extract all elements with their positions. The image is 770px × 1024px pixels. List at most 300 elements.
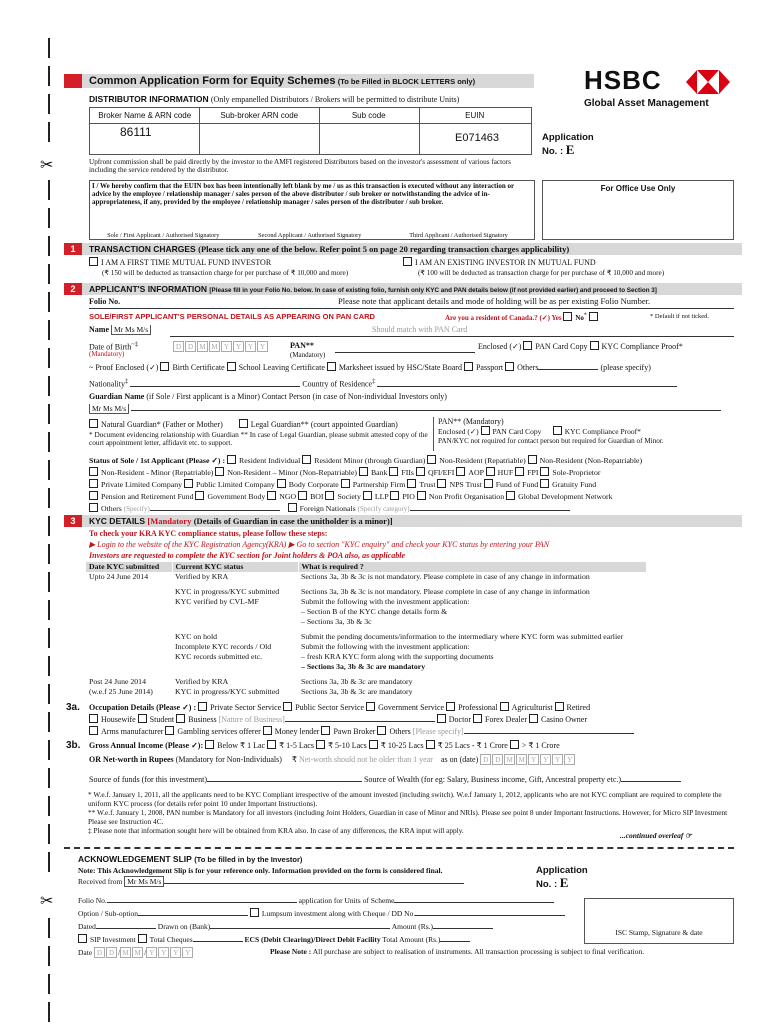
status-checkbox[interactable] [325,491,334,500]
cheque-input[interactable] [415,915,565,916]
scissors-icon: ✂ [40,157,54,174]
as-on-box[interactable]: D [492,754,503,765]
kyc-cell [86,607,172,617]
cut-line [64,847,734,849]
name-placeholder: Should match with PAN Card [372,325,468,334]
as-on-box[interactable]: Y [552,754,563,765]
dob-box[interactable]: Y [257,341,268,352]
kyc-cell: – Section B of the KYC change details form & [301,607,448,616]
application-label: Application [542,132,594,143]
first-time-checkbox[interactable] [89,257,98,266]
kyc-cell: Sections 3a, 3b & 3c are mandatory [301,687,413,696]
col-subcode: Sub code [351,111,386,120]
marksheet-label: Marksheet issued by HSC/State Board [338,363,462,372]
status-checkbox[interactable] [298,491,307,500]
status-option: BOI [310,492,324,501]
euin-input[interactable]: E071463 [455,132,500,144]
status-option: FIIs [401,468,414,477]
guardian-enclosed: Enclosed (✓) [438,427,479,437]
birth-cert-label: Birth Certificate [172,363,225,372]
hand-icon: ☞ [685,831,692,840]
pan-enclosed-label: Enclosed (✓) [478,342,522,351]
dated-input[interactable] [96,928,156,929]
proof-label: ~ Proof Enclosed (✓) [89,363,159,372]
kyc-proof-label: KYC Compliance Proof* [601,342,683,351]
status-checkbox[interactable] [484,479,493,488]
declaration-text: I / We hereby confirm that the EUIN box has been intentionally left blank by me / us as this transaction is executed without any interaction or advice by the employee / relationship manager / sales person of the above distributor / sub broker or notwithstanding the advice of in-appropriateness, if any, provided by the employee / relationship manager / sales person of the distributor / sub broker. [92,182,514,207]
kyc-cell [172,662,298,672]
as-on-box[interactable]: Y [564,754,575,765]
kyc-cell: KYC records submitted etc. [175,652,263,661]
status-option: FPI [527,468,539,477]
country-input[interactable] [377,386,677,387]
kyc-cell: – Sections 3a, 3b & 3c are mandatory [301,662,426,671]
status-option: Fund of Fund [495,480,539,489]
guardian-pan-box [433,417,734,451]
first-time-note: (₹ 150 will be deducted as transaction charge for per purchase of ₹ 10,000 and more) [102,269,349,277]
section3b-number: 3b. [66,740,81,751]
status-option: Government Body [207,492,266,501]
kyc-cell: Submit the following with the investment application: [301,642,470,651]
stamp-label: ISC Stamp, Signature & date [615,928,703,937]
occupation-checkbox[interactable] [165,726,174,735]
sip-label: SIP Investment [90,935,136,944]
occupation-checkbox[interactable] [377,726,386,735]
sip-checkbox[interactable] [78,934,87,943]
occupation-option: Gambling services offerer [177,727,261,736]
income-checkbox[interactable] [426,740,435,749]
occupation-option: Doctor [448,715,471,724]
status-option: Trust [419,480,436,489]
income-checkbox[interactable] [369,740,378,749]
school-cert-label: School Leaving Certificate [238,363,325,372]
total-amount-input[interactable] [440,941,470,942]
status-checkbox[interactable] [515,467,524,476]
legal-guardian-label: Legal Guardian** (court appointed Guardian) [250,420,398,429]
kyc-cell: Upto 24 June 2014 [89,572,149,581]
income-label: Gross Annual Income (Please ✓): [89,741,204,750]
source-label: Source of funds (for this investment) [89,775,207,784]
amount-input[interactable] [433,928,493,929]
ack-application-no: No. : [536,879,558,890]
status-checkbox[interactable] [528,455,537,464]
passport-label: Passport [475,363,504,372]
section3a-number: 3a. [66,702,80,713]
folio-line[interactable] [89,308,734,309]
section2-number: 2 [64,283,82,295]
status-checkbox[interactable] [184,479,193,488]
school-cert-checkbox[interactable] [227,362,236,371]
status-checkbox[interactable] [417,491,426,500]
status-option: NPS Trust [449,480,482,489]
occupation-option: Arms manufacturer [101,727,164,736]
distributor-table [89,107,532,155]
kyc-cell [172,617,298,627]
marksheet-checkbox[interactable] [327,362,336,371]
please-note-text: All purchase are subject to realisation of instruments. All transaction processing is subject to final verification. [312,947,645,956]
ack-date-box[interactable]: M [132,947,143,958]
status-option: Non-Resident - Minor (Repatriable) [101,468,214,477]
scheme-input[interactable] [394,902,554,903]
doc-note: * Document evidencing relationship with Guardian ** In case of Legal Guardian, please submit attested copy of the court appointment letter, affidavit etc. to support. [89,430,428,448]
col-broker: Broker Name & ARN code [98,111,192,120]
status-checkbox[interactable] [437,479,446,488]
income-checkbox[interactable] [205,740,214,749]
name-title-options[interactable]: Mr Ms M/s [111,325,151,335]
pan-mandatory: (Mandatory) [290,351,326,360]
section3-mandatory: [Mandatory [147,516,192,526]
kyc-proof-checkbox[interactable] [590,341,599,350]
occupation-checkbox[interactable] [263,726,272,735]
kyc-cell: KYC in progress/KYC submitted [175,587,280,596]
occupation-option: Student [149,715,175,724]
status-option: QFI/EFI [427,468,455,477]
status-checkbox[interactable] [456,467,465,476]
as-on-box[interactable]: Y [540,754,551,765]
status-option: PIO [402,492,415,501]
business-placeholder: [Nature of Business] [218,715,285,724]
kyc-cell: Sections 3a, 3b & 3c is not mandatory. Please complete in case of any change in information [301,587,590,596]
dob-box[interactable]: Y [233,341,244,352]
status-option: LLP [374,492,389,501]
received-input[interactable] [164,883,464,884]
section2-note: [Please fill in your Folio No. below. In case of existing folio, furnish only KYC and PAN details below (if not provided earlier) and proceed to Section 3] [209,287,657,294]
occupation-checkbox[interactable] [446,702,455,711]
status-option: Non-Resident (Repatriable) [439,456,526,465]
status-checkbox[interactable] [390,491,399,500]
occupation-checkbox[interactable] [89,714,98,723]
occupation-checkbox[interactable] [529,714,538,723]
guardian-title-options[interactable]: Mr Ms M/s [89,404,129,414]
section1-note: (Please tick any one of the below. Refer point 5 on page 20 regarding transaction charges applicability) [198,244,570,254]
networth-placeholder: Net-worth should not be older than 1 year [298,755,433,764]
occupation-checkbox[interactable] [366,702,375,711]
occupation-checkbox[interactable] [437,714,446,723]
status-checkbox[interactable] [195,491,204,500]
income-checkbox[interactable] [510,740,519,749]
status-checkbox[interactable] [427,455,436,464]
status-checkbox[interactable] [407,479,416,488]
occupation-checkbox[interactable] [555,702,564,711]
continued-label: ...continued overleaf [620,831,684,840]
status-option: AOP [468,468,484,477]
drawn-input[interactable] [210,928,390,929]
office-use-box [542,180,734,240]
as-on-label: as on (date) [440,755,479,764]
occupation-option: Housewife [101,715,136,724]
occupation-checkbox[interactable] [473,714,482,723]
networth-note: (Mandatory for Non-Individuals) [175,755,282,764]
income-option: ₹ 25 Lacs - ₹ 1 Crore [437,741,508,750]
birth-cert-checkbox[interactable] [160,362,169,371]
distributor-note: (Only empanelled Distributors / Brokers will be permitted to distribute Units) [210,95,460,104]
guardian-pan-checkbox[interactable] [481,426,490,435]
others-status-checkbox[interactable] [89,503,98,512]
dob-box[interactable]: Y [221,341,232,352]
guardian-kyc-checkbox[interactable] [553,426,562,435]
source-input[interactable] [207,781,362,782]
title-red-mark [64,74,82,88]
guardian-pan-copy: PAN Card Copy [492,427,542,437]
kyc-steps: ▶ Login to the website of the KYC Registration Agency(KRA) ▶ Go to section "KYC enquiry" and check your KYC status by entering your PAN [89,540,550,549]
canada-yes-checkbox[interactable] [563,312,572,321]
natural-guardian-label: Natural Guardian* (Father or Mother) [101,420,223,429]
name-input[interactable] [170,325,734,337]
others-status-placeholder: (Specify) [123,505,150,513]
ack-date-box[interactable]: Y [158,947,169,958]
existing-label: I AM AN EXISTING INVESTOR IN MUTUAL FUND [415,258,596,267]
section2-heading: APPLICANT'S INFORMATION [89,284,208,294]
kyc-cell: Sections 3a, 3b & 3c are mandatory [301,677,413,686]
canada-label: Are you a resident of Canada.? (✓) Yes [445,314,562,322]
th-status: Current KYC status [172,562,298,572]
networth-label: OR Net-worth in Rupees [89,755,174,764]
total-cheques-label: Total Cheques [149,935,193,944]
occupation-checkbox[interactable] [500,702,509,711]
occupation-option: Others [389,727,411,736]
occupation-label: Occupation Details (Please ✓) : [89,703,197,712]
guardian-kyc-label: KYC Compliance Proof* [564,427,641,437]
status-checkbox[interactable] [302,455,311,464]
dob-boxes[interactable] [173,341,269,352]
kyc-cell: Submit the following with the investment application: [301,597,470,606]
col-subbroker: Sub-broker ARN code [220,111,299,120]
dob-box[interactable]: D [185,341,196,352]
kyc-cell [86,642,172,652]
declaration-box [89,180,535,240]
kyc-cell [172,607,298,617]
as-on-box[interactable]: D [480,754,491,765]
ack-date-box[interactable]: M [120,947,131,958]
status-checkbox[interactable] [89,491,98,500]
drawn-label: Drawn on (Bank) [157,922,211,931]
kyc-cell: Incomplete KYC records / Old [175,642,272,651]
kyc-cell [86,662,172,672]
others-proof-checkbox[interactable] [505,362,514,371]
th-date: Date KYC submitted [89,562,160,571]
sig-second: Second Applicant / Authorised Signatory [258,231,362,239]
occupation-checkbox[interactable] [283,702,292,711]
status-checkbox[interactable] [227,455,236,464]
occupation-checkbox[interactable] [138,714,147,723]
col-euin: EUIN [465,111,485,120]
form-title: Common Application Form for Equity Schemes [89,75,336,87]
status-checkbox[interactable] [89,479,98,488]
pan-label: PAN** [290,341,314,350]
foreign-placeholder: (Specify category) [357,505,410,513]
status-block [89,455,735,515]
foreign-label: Foreign Nationals [299,504,356,513]
existing-checkbox[interactable] [403,257,412,266]
status-option: Body Corporate [288,480,339,489]
ack-folio-input[interactable] [107,902,297,903]
distributor-heading: DISTRIBUTOR INFORMATION [89,94,209,104]
kyc-check: To check your KRA KYC compliance status, please follow these steps: [89,529,328,538]
kyc-table [86,562,646,697]
others-occupation-placeholder: [Please specify] [412,727,464,736]
ack-note: Note: This Acknowledgement Slip is for your reference only. Information provided on the form is considered final. [78,866,443,875]
income-option: ₹ 1-5 Lacs [279,741,314,750]
occupation-checkbox[interactable] [198,702,207,711]
sig-third: Third Applicant / Authorised Signatory [409,231,508,239]
folio-note: Please note that applicant details and mode of holding will be as per existing Folio Number. [338,296,651,306]
status-checkbox[interactable] [416,467,425,476]
received-title-options[interactable]: Mr Ms M/s [124,876,164,887]
occupation-option: Agriculturist [511,703,553,712]
kyc-cell: Sections 3a, 3b & 3c is not mandatory. Please complete in case of any change in information [301,572,590,581]
kyc-cell: – Sections 3a, 3b & 3c [301,617,372,626]
status-checkbox[interactable] [486,467,495,476]
kyc-cell [86,632,172,642]
ack-heading-note: (To be filled in by the Investor) [194,855,303,864]
wealth-input[interactable] [621,781,681,782]
canada-no-checkbox[interactable] [589,312,598,321]
wealth-label: Source of Wealth (for eg: Salary, Business income, Gift, Ancestral property etc.) [363,775,622,784]
pan-input[interactable] [335,341,475,353]
pan-copy-checkbox[interactable] [523,341,532,350]
status-checkbox[interactable] [540,467,549,476]
ack-date-box[interactable]: Y [146,947,157,958]
others-status-label: Others [101,504,122,513]
please-note-label: Please Note : [270,947,312,956]
occupation-checkbox[interactable] [321,726,330,735]
kyc-cell [86,597,172,607]
received-label: Received from [78,876,123,886]
amount-label: Amount (Rs.) [391,922,434,931]
upfront-text: Upfront commission shall be paid directly by the investor to the AMFI registered Distributors based on the investor's assessment of various factors including the service rendered by the distributor. [89,158,511,175]
status-option: HUF [497,468,514,477]
status-option: Pension and Retirement Fund [101,492,194,501]
natural-guardian-checkbox[interactable] [89,419,98,428]
status-checkbox[interactable] [389,467,398,476]
status-checkbox[interactable] [89,467,98,476]
form-title-note: (To be Filled in BLOCK LETTERS only) [337,77,476,86]
specify-label: (please specify) [600,363,651,372]
ack-date-box[interactable]: Y [170,947,181,958]
existing-note: (₹ 100 will be deducted as transaction charge for per purchase of ₹ 10,000 and more) [418,269,665,277]
office-use-label: For Office Use Only [600,184,676,193]
occupation-checkbox[interactable] [176,714,185,723]
ecs-label: ECS (Debit Clearing)/Direct Debit Facility [244,935,381,944]
guardian-label: Guardian Name [89,392,145,401]
income-checkbox[interactable] [316,740,325,749]
occupation-checkbox[interactable] [89,726,98,735]
dated-label: Dated [78,922,96,931]
dob-box[interactable]: D [173,341,184,352]
footnote: ‡ Please note that information sought here will be obtained from KRA also. In case of any differences, the KRA input will apply. [88,826,464,835]
guardian-input[interactable] [131,410,721,411]
status-option: Partnership Firm [352,480,406,489]
section3-heading: KYC DETAILS [89,516,146,526]
guardian-pan-label: PAN** (Mandatory) [438,417,504,426]
occupation-option: Money lender [274,727,320,736]
income-option: Below ₹ 1 Lac [217,741,266,750]
income-checkbox[interactable] [267,740,276,749]
kyc-cell: Verified by KRA [175,572,229,581]
default-note: * Default if not ticked. [650,313,710,320]
kyc-cell: KYC verified by CVL-MF [175,597,259,606]
option-input[interactable] [138,915,248,916]
ack-folio-label: Folio No. [78,896,107,905]
status-option: Bank [370,468,388,477]
ack-date-box[interactable]: D [106,947,117,958]
sole-heading: SOLE/FIRST APPLICANT'S PERSONAL DETAILS AS APPEARING ON PAN CARD [89,312,375,321]
kyc-cell: – fresh KRA KYC form along with the supporting documents [301,652,494,661]
occupation-option: Public Sector Service [295,703,365,712]
passport-checkbox[interactable] [464,362,473,371]
section3-note: (Details of Guardian in case the unitholder is a minor)] [193,516,393,526]
dob-label: Date of Birth [89,342,132,352]
others-proof-label: Others [517,363,539,372]
status-option: Gratuity Fund [552,480,597,489]
brand-sub: Global Asset Management [584,98,709,109]
status-checkbox[interactable] [267,491,276,500]
as-on-box[interactable]: Y [528,754,539,765]
occupation-option: Government Service [378,703,445,712]
foreign-checkbox[interactable] [288,503,297,512]
status-checkbox[interactable] [506,491,515,500]
occupation-option: Professional [458,703,498,712]
dob-box[interactable]: M [197,341,208,352]
kyc-cell [86,652,172,662]
total-cheques-checkbox[interactable] [138,934,147,943]
as-on-box[interactable]: M [516,754,527,765]
nationality-input[interactable] [130,386,300,387]
pan-copy-label: PAN Card Copy [535,342,588,351]
kyc-cell: KYC on hold [175,632,218,641]
lumpsum-checkbox[interactable] [250,908,259,917]
folio-label: Folio No. [89,297,121,306]
occupation-option: Casino Owner [540,715,587,724]
dob-box[interactable]: M [209,341,220,352]
application-letter: E [565,142,575,157]
hsbc-logo [584,66,744,116]
legal-guardian-checkbox[interactable] [239,419,248,428]
scheme-label: application for Units of Scheme [298,896,395,905]
ack-date-box[interactable]: D [94,947,105,958]
income-option: ₹ 5-10 Lacs [327,741,367,750]
first-time-label: I AM A FIRST TIME MUTUAL FUND INVESTOR [101,258,272,267]
status-option: Global Development Network [518,492,613,501]
scissors-icon: ✂ [40,893,54,910]
section3-number: 3 [64,515,82,527]
status-option: Non-Resident (Non-Repatriable) [539,456,643,465]
income-option: > ₹ 1 Crore [521,741,560,750]
as-on-box[interactable]: M [504,754,515,765]
guardian-pan-note: PAN/KYC not required for contact person but required for Guardian of Minor. [438,436,664,445]
status-checkbox[interactable] [215,467,224,476]
dob-mandatory: (Mandatory) [89,350,125,358]
stamp-box [584,898,734,944]
arn-input[interactable]: 86111 [120,125,152,139]
status-option: Public Limited Company [195,480,275,489]
ack-date-box[interactable]: Y [182,947,193,958]
country-label: Country of Residence [302,379,373,389]
footnote: * W.e.f. January 1, 2011, all the applicants need to be KYC Compliant irrespective of the amount invested (including switch). W.e.f January 1, 2012, applicants who are not KYC compliant are required to complete the uniform KYC process (for details refer point 10 under Important Instructions). [88,790,722,808]
status-checkbox[interactable] [359,467,368,476]
status-checkbox[interactable] [540,479,549,488]
status-checkbox[interactable] [277,479,286,488]
kyc-cell [86,617,172,627]
canada-no-label: No [575,314,584,322]
dob-box[interactable]: Y [245,341,256,352]
status-checkbox[interactable] [363,491,372,500]
kyc-cell: KYC in progress/KYC submitted [175,687,280,696]
footnotes [78,790,735,835]
status-checkbox[interactable] [341,479,350,488]
status-option: Non Profit Organisation [428,492,505,501]
status-option: NGO [279,492,297,501]
